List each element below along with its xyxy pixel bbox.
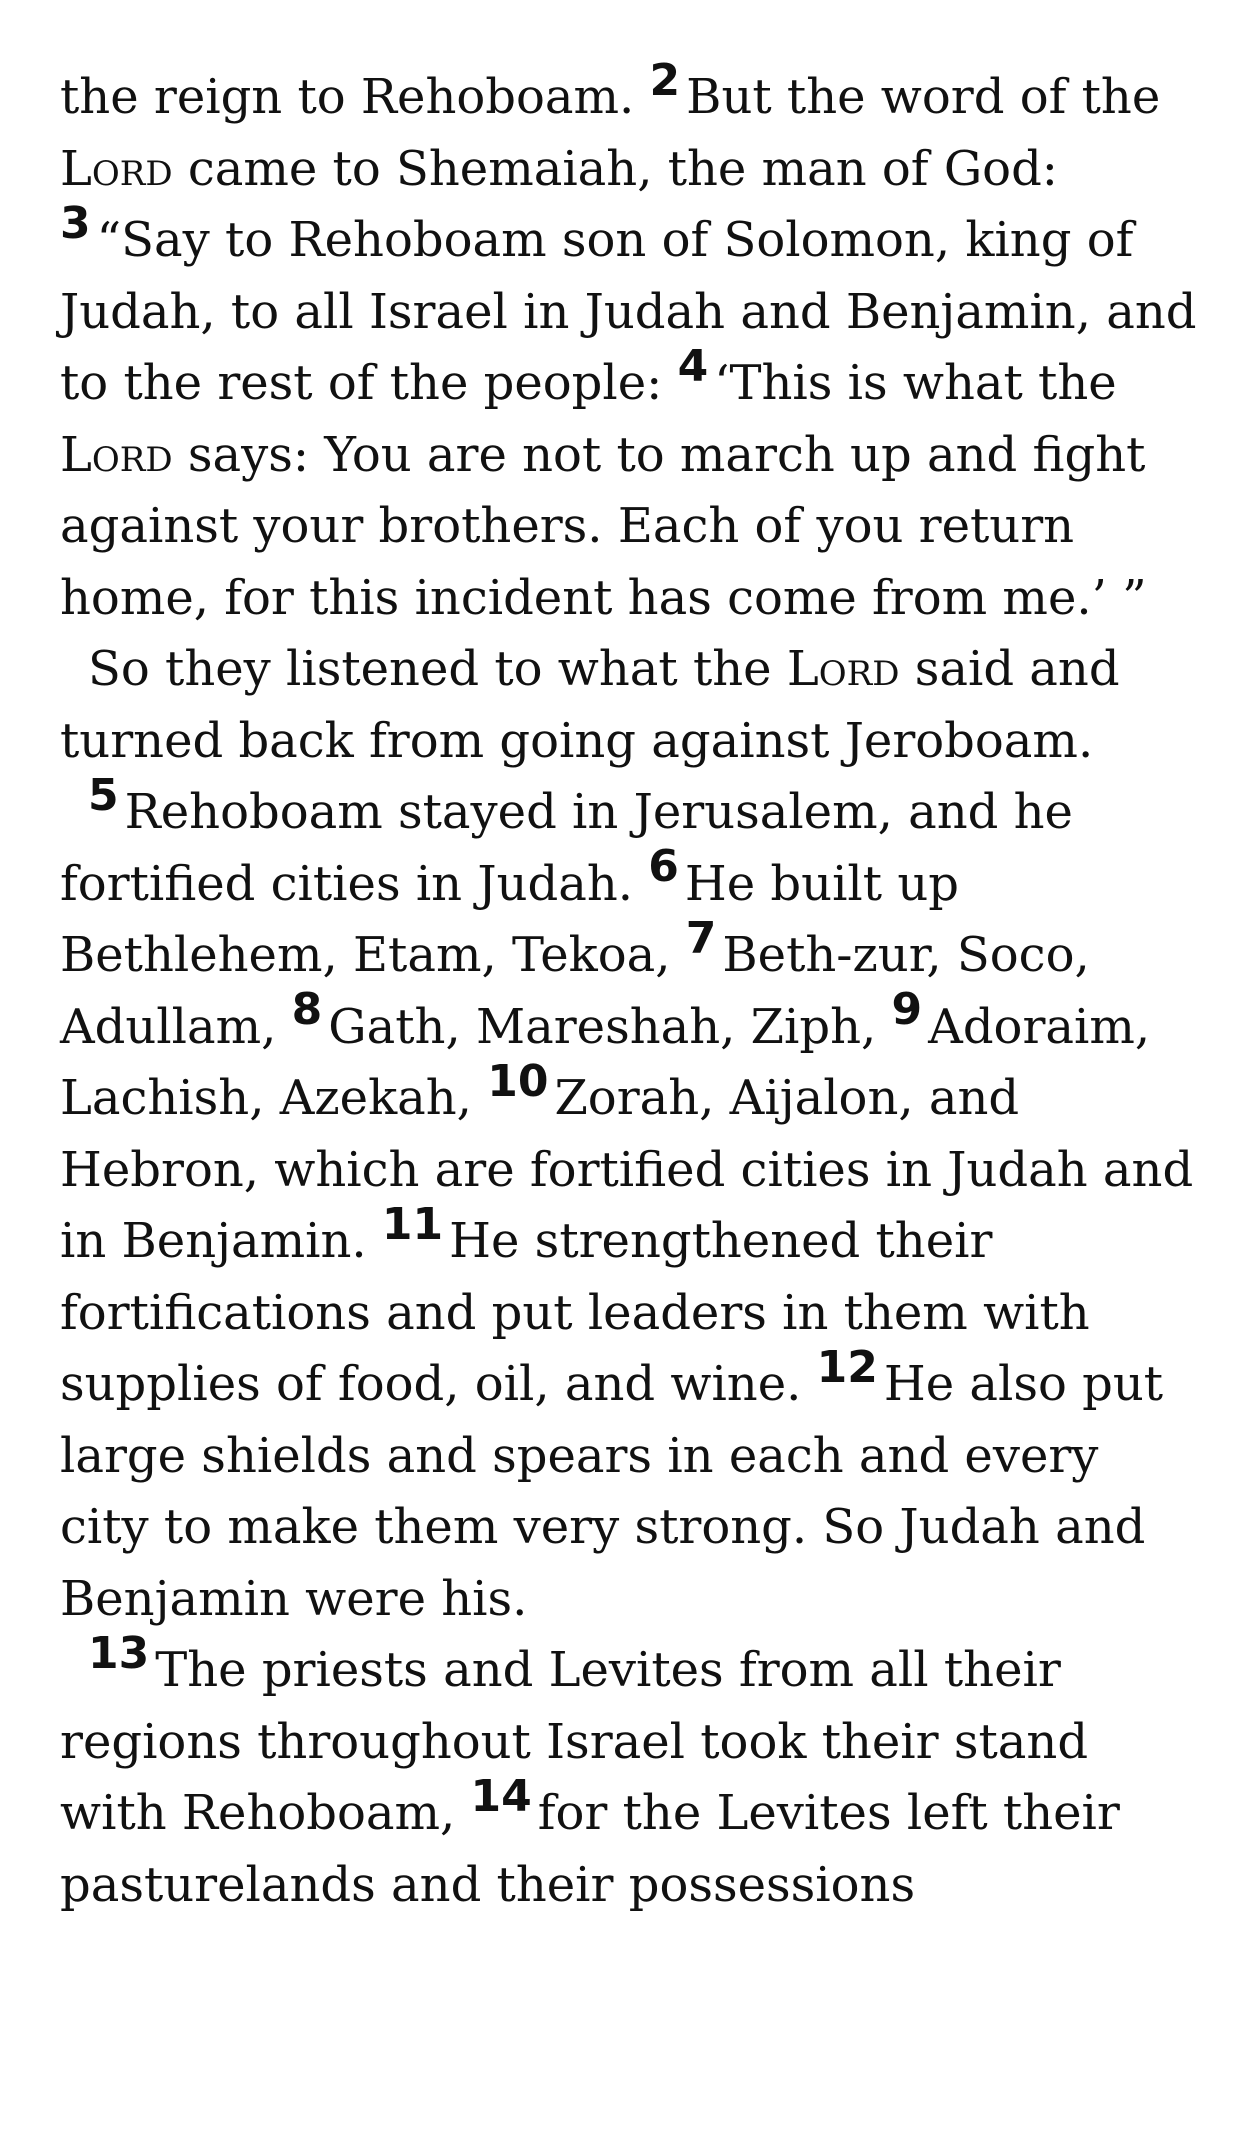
verse-number-8[interactable]: 8	[291, 984, 323, 1036]
verse-number-13[interactable]: 13	[88, 1627, 150, 1679]
text-run: Gath, Mareshah, Ziph,	[328, 998, 892, 1055]
text-run: says: You are not to march up and fight against your brothers. Each of you return home, for this incident has come from me.’ ”	[60, 426, 1147, 626]
verse-number-2[interactable]: 2	[649, 54, 681, 106]
lord-small-caps: Lord	[60, 426, 173, 483]
text-run: Rehoboam stayed in Jerusalem, and he fortified cities in Judah.	[60, 784, 1073, 912]
text-run: He strengthened their fortifications and put leaders in them with supplies of food, oil, and wine.	[60, 1213, 1090, 1412]
paragraph-2	[60, 634, 1202, 777]
verse-number-5[interactable]: 5	[88, 769, 119, 821]
text-run: Beth-zur, Soco, Adullam,	[60, 927, 1090, 1055]
paragraph-3	[60, 769, 1202, 1635]
verse-number-9[interactable]: 9	[891, 984, 923, 1036]
verse-number-14[interactable]: 14	[470, 1770, 532, 1822]
verse-number-11[interactable]: 11	[381, 1198, 444, 1250]
paragraph-1	[60, 54, 1202, 634]
text-run: The priests and Levites from all their regions throughout Israel took their stand with Rehoboam,	[60, 1642, 1089, 1841]
text-run: the reign to Rehoboam.	[60, 69, 650, 125]
paragraph-4	[60, 1627, 1202, 1921]
text-run: Adoraim, Lachish, Azekah,	[60, 998, 1151, 1126]
verse-number-3[interactable]: 3	[60, 197, 91, 249]
text-run: He built up Bethlehem, Etam, Tekoa,	[60, 855, 959, 983]
text-run: for the Levites left their pasturelands and their possessions	[60, 1785, 1120, 1913]
verse-number-4[interactable]: 4	[677, 340, 709, 392]
verse-number-12[interactable]: 12	[816, 1341, 878, 1393]
verse-number-7[interactable]: 7	[685, 912, 717, 964]
lord-small-caps: Lord	[786, 641, 900, 697]
text-run: He also put large shields and spears in each and every city to make them very strong. So Judah and Benjamin were his.	[60, 1356, 1164, 1627]
text-run: “Say to Rehoboam son of Solomon, king of Judah, to all Israel in Judah and Benjamin, and to the rest of the people:	[60, 212, 1197, 411]
text-run: Zorah, Aijalon, and Hebron, which are fortified cities in Judah and in Benjamin.	[60, 1070, 1194, 1269]
text-run: ‘This is what the	[714, 355, 1117, 411]
verse-number-6[interactable]: 6	[648, 841, 679, 893]
text-run: said and turned back from going against Jeroboam.	[60, 641, 1120, 769]
text-run: came to Shemaiah, the man of God:	[172, 140, 1058, 197]
lord-small-caps: Lord	[60, 140, 173, 197]
verse-number-10[interactable]: 10	[487, 1055, 549, 1107]
text-run: So they listened to what the	[88, 641, 787, 697]
text-run: But the word of the	[686, 69, 1161, 125]
